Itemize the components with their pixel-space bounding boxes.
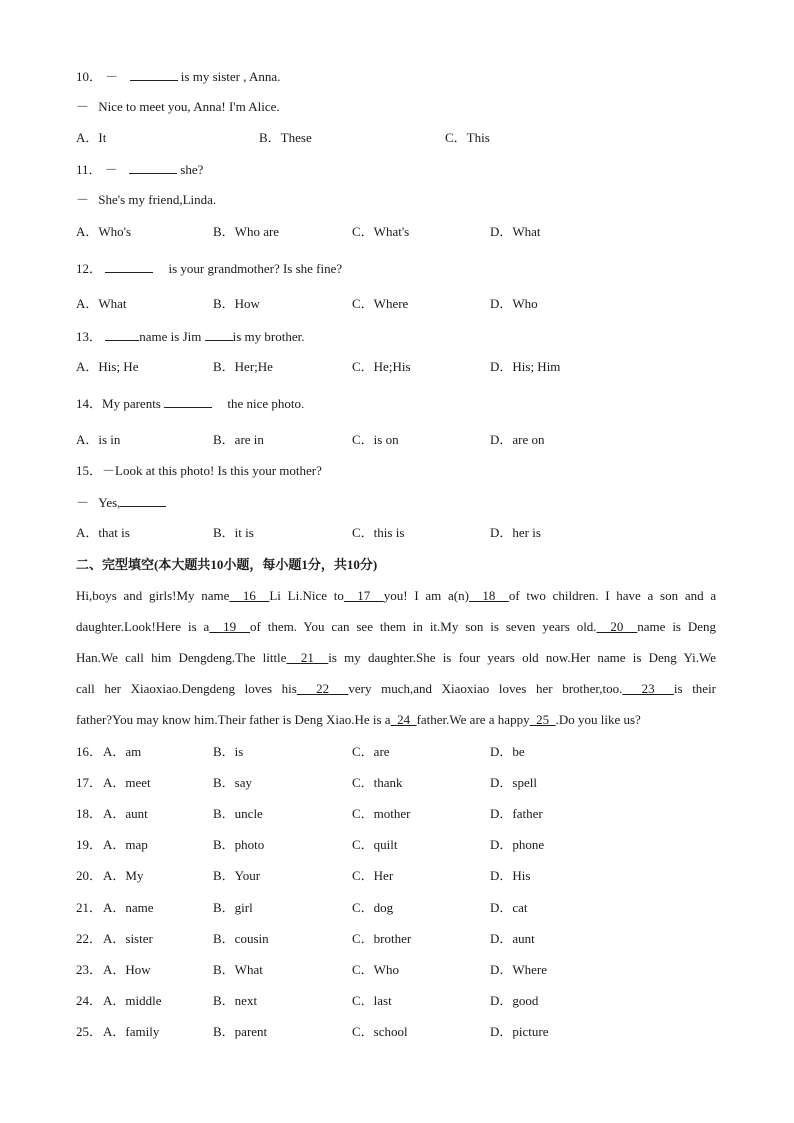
answer-blank[interactable] bbox=[164, 395, 212, 408]
passage-line-4: call her Xiaoxiao.Dengdeng loves his 22 very much,and Xiaoxiao loves her brother,too. 23 is their bbox=[76, 681, 717, 696]
option-20-d[interactable]: D．His bbox=[490, 868, 531, 883]
option-24-a[interactable]: A．middle bbox=[103, 993, 162, 1008]
option-23-d[interactable]: D．Where bbox=[490, 962, 548, 977]
option-21-b[interactable]: B．girl bbox=[213, 900, 253, 915]
option-20-c[interactable]: C．Her bbox=[352, 868, 394, 883]
option-16-a[interactable]: A．am bbox=[103, 744, 142, 759]
option-12-d[interactable]: D．Who bbox=[490, 296, 538, 311]
option-14-a[interactable]: A．is in bbox=[76, 432, 121, 447]
option-21-num: 21． bbox=[76, 900, 103, 915]
option-14-d[interactable]: D．are on bbox=[490, 432, 545, 447]
option-18-b[interactable]: B．uncle bbox=[213, 806, 263, 821]
option-17-d[interactable]: D．spell bbox=[490, 775, 537, 790]
option-17-b[interactable]: B．say bbox=[213, 775, 253, 790]
blank-23: 23 bbox=[641, 681, 655, 696]
blank-18: 18 bbox=[482, 588, 496, 603]
option-20-num: 20． bbox=[76, 868, 103, 883]
question-text: is my sister , Anna. bbox=[177, 69, 281, 84]
option-23-a[interactable]: A．How bbox=[103, 962, 151, 977]
passage-line-2: daughter.Look!Here is a 19 of them. You can see them in it.My son is seven years old. 20 name is Deng bbox=[76, 619, 717, 634]
option-16-num: 16． bbox=[76, 744, 103, 759]
option-18-d[interactable]: D．father bbox=[490, 806, 543, 821]
blank-16: 16 bbox=[242, 588, 256, 603]
answer-blank[interactable] bbox=[129, 161, 177, 174]
answer-blank[interactable] bbox=[130, 68, 178, 81]
option-19-num: 19． bbox=[76, 837, 103, 852]
option-24-num: 24． bbox=[76, 993, 103, 1008]
option-16-c[interactable]: C．are bbox=[352, 744, 390, 759]
option-14-b[interactable]: B．are in bbox=[213, 432, 264, 447]
option-20-a[interactable]: A．My bbox=[103, 868, 144, 883]
option-10-b[interactable]: B．These bbox=[259, 130, 312, 145]
question-11-reply: － She's my friend,Linda. bbox=[76, 192, 217, 207]
passage-line-5: father?You may know him.Their father is Deng Xiao.He is a 24 father.We are a happy 25 .Do you like us? bbox=[76, 712, 641, 727]
option-20-b[interactable]: B．Your bbox=[213, 868, 261, 883]
dash: － bbox=[105, 69, 119, 84]
option-19-d[interactable]: D．phone bbox=[490, 837, 545, 852]
blank-22: 22 bbox=[316, 681, 330, 696]
question-15-reply: － Yes, bbox=[76, 494, 166, 511]
option-10-a[interactable]: A．It bbox=[76, 130, 107, 145]
option-21-c[interactable]: C．dog bbox=[352, 900, 394, 915]
question-12: 12． is your grandmother? Is she fine? bbox=[76, 261, 343, 276]
option-22-a[interactable]: A．sister bbox=[103, 931, 153, 946]
section-heading: 二、完型填空(本大题共10小题，每小题1分，共10分) bbox=[76, 557, 378, 572]
option-11-b[interactable]: B．Who are bbox=[213, 224, 280, 239]
question-number: 10． bbox=[76, 69, 103, 84]
question-14: 14．My parents the nice photo. bbox=[76, 396, 305, 411]
option-12-b[interactable]: B．How bbox=[213, 296, 260, 311]
option-23-b[interactable]: B．What bbox=[213, 962, 263, 977]
option-25-num: 25． bbox=[76, 1024, 103, 1039]
passage-line-1: Hi,boys and girls!My name 16 Li Li.Nice to 17 you! I am a(n) 18 of two children. I have a son and a bbox=[76, 588, 717, 603]
option-18-c[interactable]: C．mother bbox=[352, 806, 411, 821]
option-23-num: 23． bbox=[76, 962, 103, 977]
option-15-c[interactable]: C．this is bbox=[352, 525, 405, 540]
answer-blank[interactable] bbox=[205, 328, 233, 341]
blank-24: 24 bbox=[397, 712, 411, 727]
option-22-d[interactable]: D．aunt bbox=[490, 931, 535, 946]
option-25-b[interactable]: B．parent bbox=[213, 1024, 268, 1039]
option-11-a[interactable]: A．Who's bbox=[76, 224, 132, 239]
option-11-c[interactable]: C．What's bbox=[352, 224, 410, 239]
question-10-reply: － Nice to meet you, Anna! I'm Alice. bbox=[76, 99, 280, 114]
option-16-b[interactable]: B．is bbox=[213, 744, 244, 759]
option-11-d[interactable]: D．What bbox=[490, 224, 541, 239]
option-19-b[interactable]: B．photo bbox=[213, 837, 265, 852]
option-22-b[interactable]: B．cousin bbox=[213, 931, 269, 946]
option-15-b[interactable]: B．it is bbox=[213, 525, 254, 540]
option-17-c[interactable]: C．thank bbox=[352, 775, 403, 790]
question-10 bbox=[76, 68, 280, 85]
option-24-c[interactable]: C．last bbox=[352, 993, 392, 1008]
option-24-b[interactable]: B．next bbox=[213, 993, 258, 1008]
option-14-c[interactable]: C．is on bbox=[352, 432, 399, 447]
option-18-num: 18． bbox=[76, 806, 103, 821]
blank-25: 25 bbox=[536, 712, 550, 727]
option-13-c[interactable]: C．He;His bbox=[352, 359, 411, 374]
option-25-c[interactable]: C．school bbox=[352, 1024, 408, 1039]
answer-blank[interactable] bbox=[120, 494, 166, 507]
option-17-a[interactable]: A．meet bbox=[103, 775, 151, 790]
option-13-a[interactable]: A．His; He bbox=[76, 359, 139, 374]
option-25-d[interactable]: D．picture bbox=[490, 1024, 549, 1039]
option-22-num: 22． bbox=[76, 931, 103, 946]
answer-blank[interactable] bbox=[105, 328, 139, 341]
option-13-d[interactable]: D．His; Him bbox=[490, 359, 561, 374]
option-17-num: 17． bbox=[76, 775, 103, 790]
blank-20: 20 bbox=[610, 619, 624, 634]
option-19-c[interactable]: C．quilt bbox=[352, 837, 398, 852]
option-12-a[interactable]: A．What bbox=[76, 296, 127, 311]
option-13-b[interactable]: B．Her;He bbox=[213, 359, 273, 374]
option-25-a[interactable]: A．family bbox=[103, 1024, 160, 1039]
option-24-d[interactable]: D．good bbox=[490, 993, 539, 1008]
option-16-d[interactable]: D．be bbox=[490, 744, 525, 759]
option-19-a[interactable]: A．map bbox=[103, 837, 148, 852]
option-10-c[interactable]: C．This bbox=[445, 130, 490, 145]
question-11: 11． － she? bbox=[76, 162, 204, 177]
option-18-a[interactable]: A．aunt bbox=[103, 806, 148, 821]
option-22-c[interactable]: C．brother bbox=[352, 931, 412, 946]
question-15: 15．－Look at this photo! Is this your mother? bbox=[76, 463, 322, 478]
option-15-d[interactable]: D．her is bbox=[490, 525, 541, 540]
answer-blank[interactable] bbox=[105, 260, 153, 273]
passage-line-3: Han.We call him Dengdeng.The little 21 is my daughter.She is four years old now.Her name is Deng Yi.We bbox=[76, 650, 717, 665]
option-12-c[interactable]: C．Where bbox=[352, 296, 409, 311]
option-23-c[interactable]: C．Who bbox=[352, 962, 399, 977]
question-13: 13． name is Jim is my brother. bbox=[76, 329, 305, 344]
option-21-a[interactable]: A．name bbox=[103, 900, 154, 915]
blank-21: 21 bbox=[300, 650, 314, 665]
blank-19: 19 bbox=[223, 619, 237, 634]
blank-17: 17 bbox=[357, 588, 371, 603]
option-21-d[interactable]: D．cat bbox=[490, 900, 528, 915]
option-15-a[interactable]: A．that is bbox=[76, 525, 130, 540]
